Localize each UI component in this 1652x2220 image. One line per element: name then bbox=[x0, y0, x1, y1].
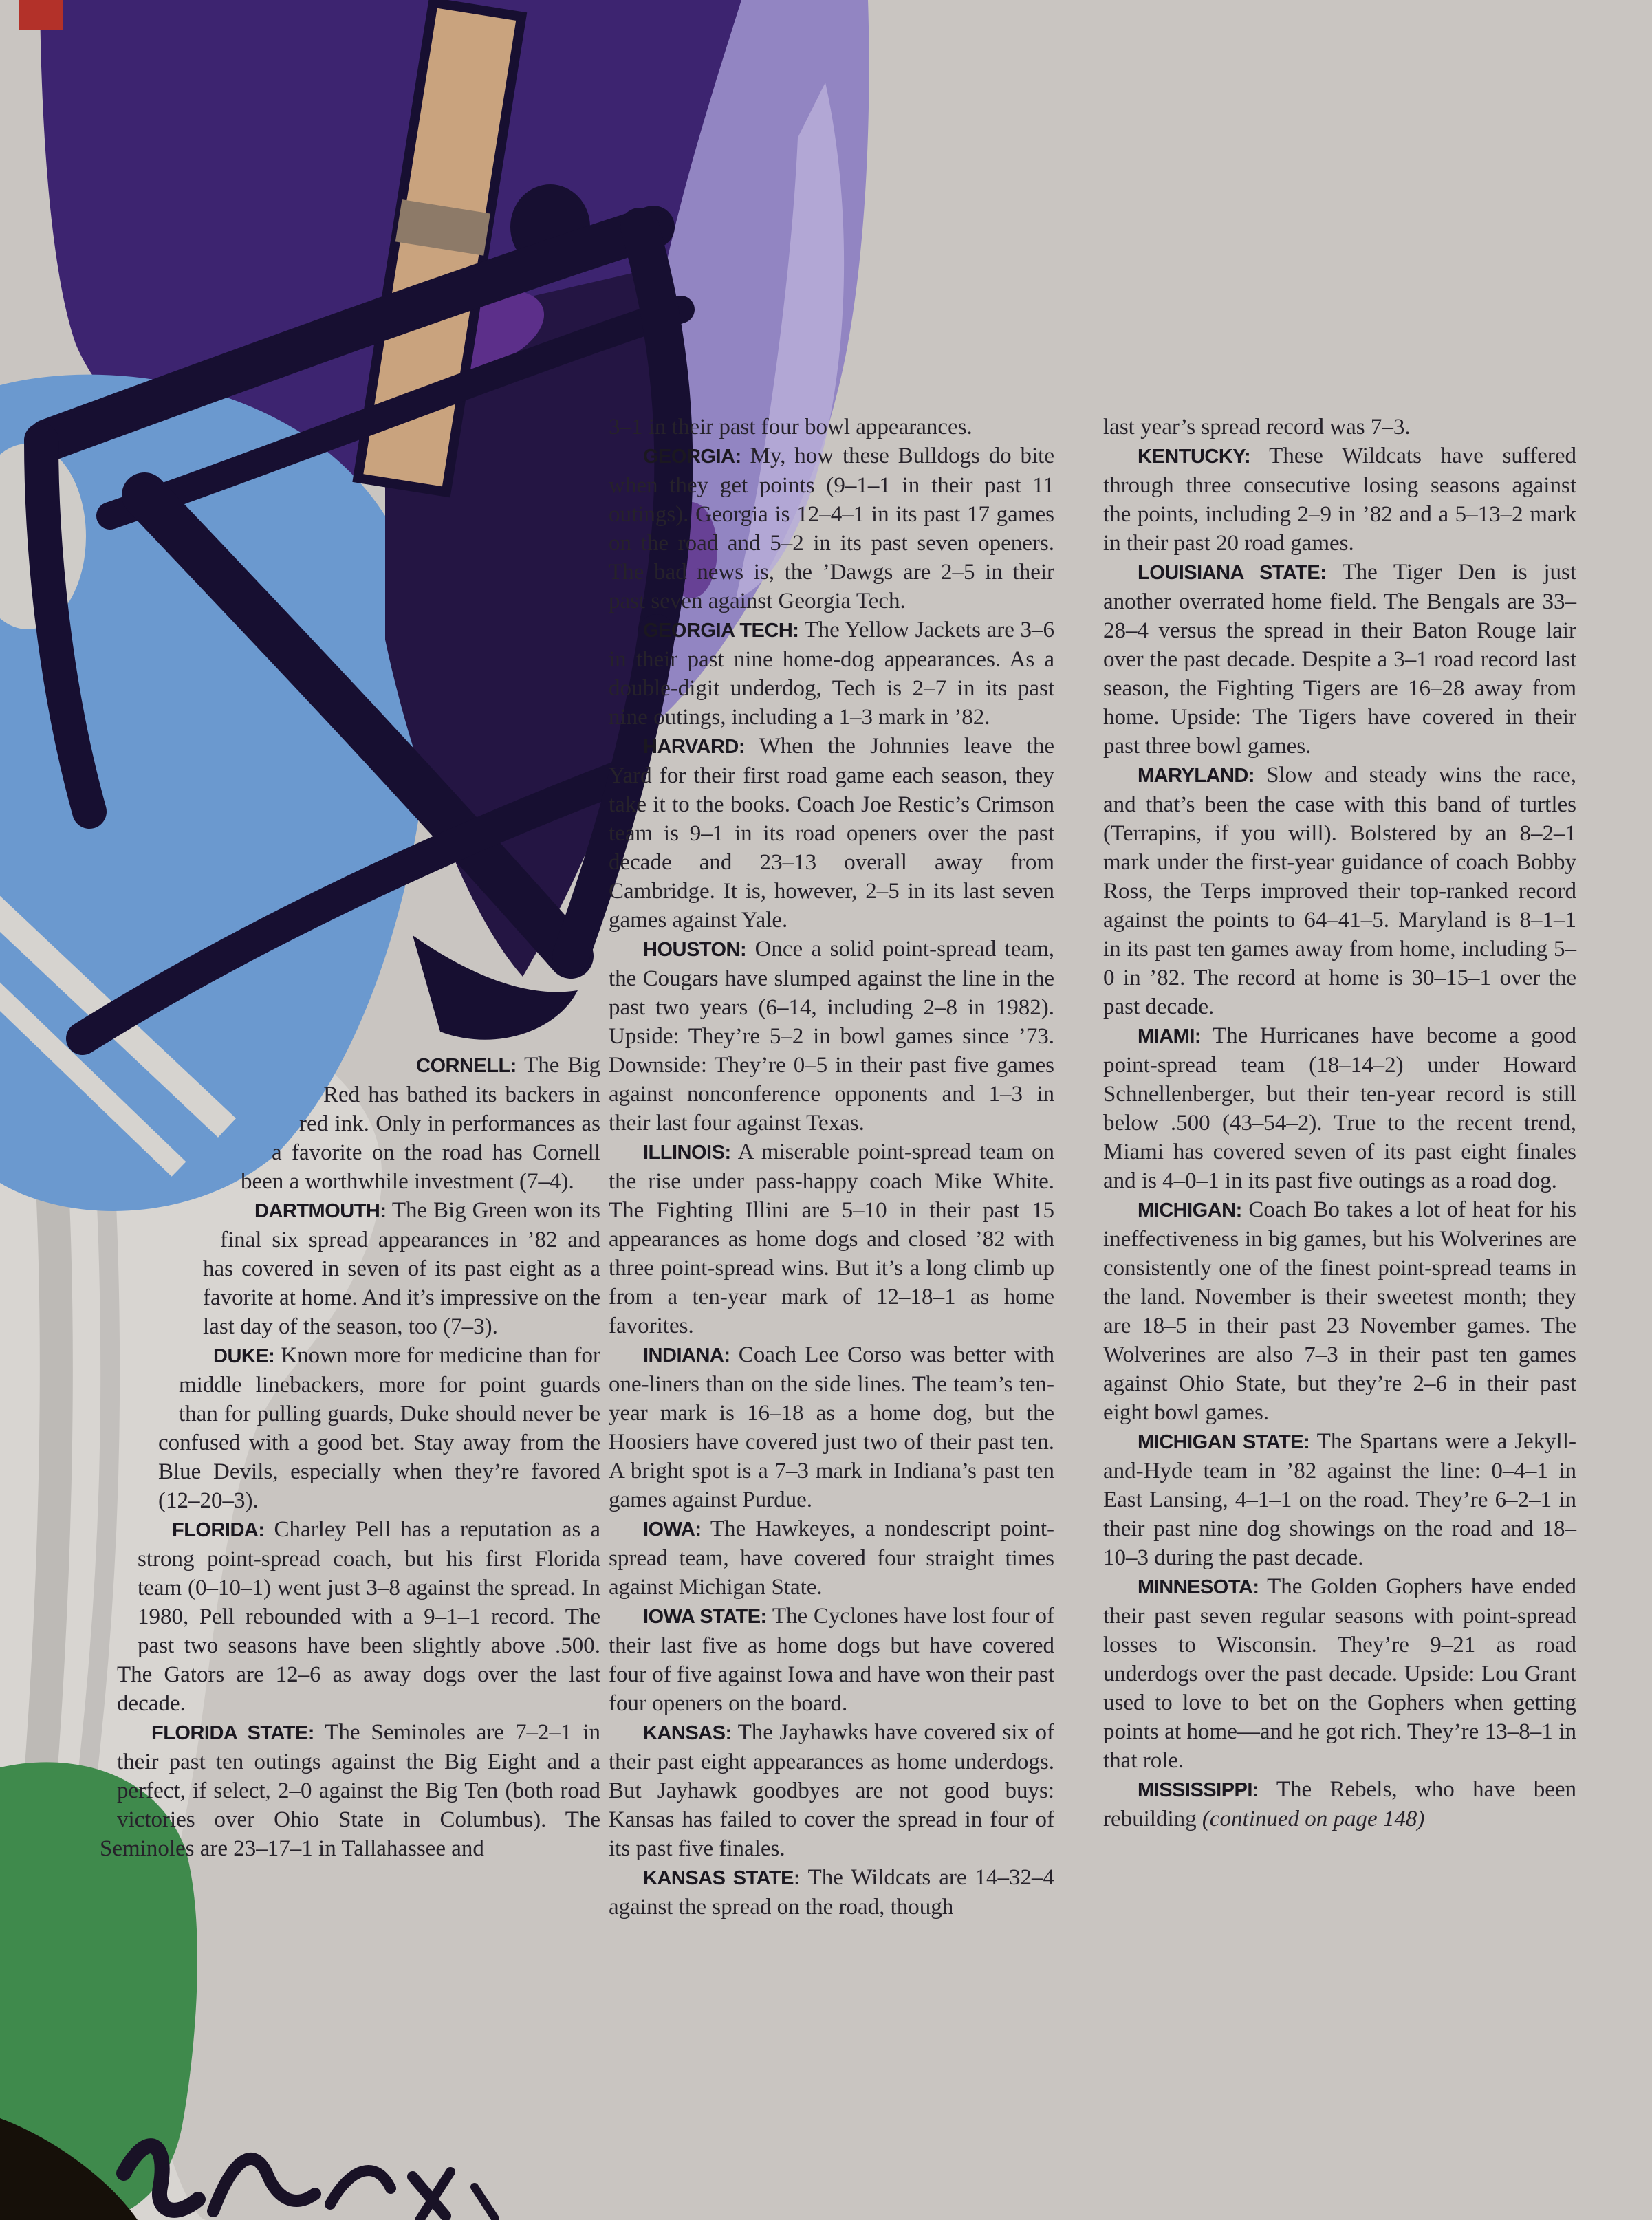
illustration-wrap-spacer bbox=[100, 1340, 179, 1426]
team-label: IOWA: bbox=[643, 1519, 702, 1541]
continuation-line: last year’s spread record was 7–3. bbox=[1103, 415, 1411, 439]
team-label: GEORGIA: bbox=[643, 446, 741, 468]
team-label: MIAMI: bbox=[1138, 1025, 1202, 1047]
paragraph-text: The Hurricanes have become a good point-spread team (18–14–2) under Howard Schnellenberger, but their ten-year record is still below .500 (43–54–2). True to the recent trend, Miami has covered seven of its past eight finales and is 4–0–1 in its past five outings as a road dog. bbox=[1103, 1023, 1577, 1193]
paragraph-text: The Spartans were a Jekyll-and-Hyde team in ’82 against the line: 0–4–1 in East Lansing, 4–1–1 on the road. They’re 6–2–1 in their past nine dog showings on the road and 18–10–3 during the past decade. bbox=[1103, 1429, 1577, 1570]
team-label: ILLINOIS: bbox=[643, 1142, 731, 1164]
illustration-wrap-spacer bbox=[100, 1253, 203, 1340]
paragraph-text: A miserable point-spread team on the rise under pass-happy coach Mike White. The Fighting Illini are 5–10 in their past 15 appearances as home dogs and closed ’82 with three point-spread wins. But it’s a long climb up from a ten-year mark of 12–18–1 as home favorites. bbox=[609, 1140, 1054, 1338]
team-paragraph-louisiana-state bbox=[1103, 558, 1576, 761]
illustration-wrap-spacer bbox=[100, 1051, 382, 1080]
team-paragraph-houston bbox=[609, 935, 1054, 1138]
team-label: KANSAS STATE: bbox=[643, 1867, 801, 1889]
team-label: MISSISSIPPI: bbox=[1138, 1779, 1259, 1801]
team-label: MICHIGAN: bbox=[1138, 1199, 1242, 1221]
team-paragraph-indiana bbox=[609, 1340, 1054, 1514]
illustration-wrap-spacer bbox=[100, 1426, 158, 1513]
team-label: FLORIDA STATE: bbox=[151, 1722, 314, 1744]
team-label: KENTUCKY: bbox=[1138, 446, 1251, 468]
team-label: FLORIDA: bbox=[172, 1519, 265, 1541]
team-paragraph-illinois bbox=[609, 1138, 1054, 1340]
team-label: GEORGIA TECH: bbox=[643, 620, 799, 642]
team-paragraph-miami bbox=[1103, 1021, 1576, 1195]
team-label: KANSAS: bbox=[643, 1722, 732, 1744]
paragraph-text: The Seminoles are 7–2–1 in their past ten outings against the Big Eight and a perfect, if select, 2–0 against the Big Ten (both road victories over Ohio State in Columbus). The Seminoles are 23–17–1 in Tallahassee and bbox=[100, 1720, 600, 1861]
paragraph-text: When the Johnnies leave the Yard for their first road game each season, they take it to the books. Coach Joe Restic’s Crimson team is 9–1 in its road openers over the past decade and 23–13 overall away from Cambridge. It is, however, 2–5 in its last seven games against Yale. bbox=[609, 734, 1054, 933]
paragraph-text: These Wildcats have suffered through three consecutive losing seasons against the points, including 2–9 in ’82 and a 5–13–2 mark in their past 20 road games. bbox=[1103, 444, 1576, 556]
continuation-line: 3–1 in their past four bowl appearances. bbox=[609, 415, 972, 439]
paragraph-text: My, how these Bulldogs do bite when they get points (9–1–1 in their past 11 outings). Georgia is 12–4–1 in its past 17 games on the road and 5–2 in its past seven openers. The bad news is, the ’Dawgs are 2–5 in their past seven against Georgia Tech. bbox=[609, 444, 1055, 613]
team-label: CORNELL: bbox=[416, 1055, 517, 1077]
team-paragraph-georgia bbox=[609, 442, 1054, 616]
paragraph-text: The Wildcats are 14–32–4 against the spread on the road, though bbox=[609, 1865, 1054, 1919]
red-corner-mark bbox=[19, 0, 63, 30]
paragraph-text: Coach Bo takes a lot of heat for his ineffectiveness in big games, but his Wolverines are consistently one of the finest point-spread teams in the land. November is their sweetest month; they are 18–5 in their past 23 November games. The Wolverines are also 7–3 in their past ten games against Ohio State, but they’re 2–6 in their past eight bowl games. bbox=[1103, 1197, 1577, 1425]
team-paragraph-kentucky bbox=[1103, 442, 1576, 558]
team-label: IOWA STATE: bbox=[643, 1606, 767, 1628]
paragraph-text: Once a solid point-spread team, the Cougars have slumped against the line in the past two years (6–14, including 2–8 in 1982). Upside: They’re 5–2 in bowl games since ’73. Downside: They’re 0–5 in their past five games against nonconference opponents and 1–3 in their last four against Texas. bbox=[609, 937, 1054, 1135]
team-paragraph-mississippi bbox=[1103, 1775, 1576, 1833]
illustration-wrap-spacer bbox=[100, 1195, 220, 1253]
team-label: DARTMOUTH: bbox=[254, 1200, 387, 1222]
paragraph-text: The Hawkeyes, a nondescript point-spread team, have covered four straight times against Michigan State. bbox=[609, 1516, 1055, 1600]
team-paragraph-iowa bbox=[609, 1514, 1054, 1602]
column-right bbox=[1103, 413, 1576, 1833]
team-paragraph-maryland bbox=[1103, 761, 1576, 1021]
illustration-wrap-spacer bbox=[100, 1166, 241, 1195]
team-label: MARYLAND: bbox=[1138, 765, 1255, 787]
team-label: HOUSTON: bbox=[643, 939, 747, 961]
paragraph-text: The Big Red has bathed its backers in red ink. Only in performances as a favorite on the road has Cornell been a worthwhile investment (7–4). bbox=[241, 1053, 600, 1194]
column-middle bbox=[609, 413, 1054, 1922]
paragraph-text: The Tiger Den is just another overrated home field. The Bengals are 33–28–4 versus the spread in their Baton Rouge lair over the past decade. Despite a 3–1 road record last season, the Fighting Tigers are 16–28 away from home. Upside: The Tigers have covered in their past three bowl games. bbox=[1103, 560, 1577, 759]
column-left bbox=[100, 1051, 600, 1863]
illustration-wrap-spacer bbox=[100, 1080, 323, 1109]
paragraph-text: Known more for medicine than for middle linebackers, more for point guards than for pulling guards, Duke should never be confused with a good bet. Stay away from the Blue Devils, especially when they’re favored (12–20–3). bbox=[158, 1343, 601, 1513]
team-paragraph-harvard bbox=[609, 732, 1054, 935]
team-paragraph-michigan bbox=[1103, 1195, 1576, 1427]
team-paragraph-michigan-state bbox=[1103, 1427, 1576, 1572]
team-label: MICHIGAN STATE: bbox=[1138, 1431, 1310, 1453]
paragraph-text: The Rebels, who have been rebuilding bbox=[1103, 1777, 1576, 1831]
team-label: DUKE: bbox=[213, 1345, 275, 1367]
team-label: MINNESOTA: bbox=[1138, 1576, 1259, 1598]
paragraph-text: Charley Pell has a reputation as a strong point-spread coach, but his first Florida team (0–10–1) went just 3–8 against the spread. In 1980, Pell rebounded with a 9–1–1 record. The past two seasons have been slightly above .500. The Gators are 12–6 as away dogs over the last decade. bbox=[117, 1517, 600, 1716]
paragraph-text: The Cyclones have lost four of their last five as home dogs but have covered four of five against Iowa and have won their past four openers on the board. bbox=[609, 1604, 1054, 1716]
team-label: LOUISIANA STATE: bbox=[1138, 562, 1327, 584]
paragraph-text: Coach Lee Corso was better with one-liners than on the side lines. The team’s ten-year mark is 16–18 as a home dog, but the Hoosiers have covered just two of their past ten. A bright spot is a 7–3 mark in Indiana’s past ten games against Purdue. bbox=[609, 1342, 1054, 1512]
illustration-wrap-spacer bbox=[100, 1657, 117, 1831]
illustration-wrap-spacer bbox=[100, 1138, 272, 1166]
paragraph-text: The Golden Gophers have ended their past seven regular seasons with point-spread losses to Wisconsin. They’re 9–21 as road underdogs over the past decade. Upside: Lou Grant used to love to bet on the Gophers when getting points at home—and he got rich. They’re 13–8–1 in that role. bbox=[1103, 1574, 1577, 1773]
paragraph-text: The Jayhawks have covered six of their past eight appearances as home underdogs. But Jayhawk goodbyes are not good buys: Kansas has failed to cover the spread in four of its past five finales. bbox=[609, 1720, 1055, 1861]
team-paragraph-minnesota bbox=[1103, 1572, 1576, 1775]
team-paragraph-iowa-state bbox=[609, 1602, 1054, 1718]
team-paragraph-florida-state bbox=[100, 1718, 600, 1863]
paragraph-text: The Yellow Jackets are 3–6 in their past nine home-dog appearances. As a double-digit underdog, Tech is 2–7 in its past nine outings, including a 1–3 mark in ’82. bbox=[609, 618, 1054, 730]
paragraph-text: Slow and steady wins the race, and that’s been the case with this band of turtles (Terrapins, if you will). Bolstered by an 8–2–1 mark under the first-year guidance of coach Bobby Ross, the Terps improved their top-ranked record against the points to 64–41–5. Maryland is 8–1–1 in its past ten games away from home, including 5–0 in ’82. The record at home is 30–15–1 over the past decade. bbox=[1103, 763, 1576, 1019]
team-label: INDIANA: bbox=[643, 1345, 730, 1367]
team-paragraph-georgia-tech bbox=[609, 616, 1054, 732]
illustration-wrap-spacer bbox=[100, 1109, 299, 1138]
paragraph-text: The Big Green won its final six spread appearances in ’82 and has covered in seven of its past eight as a favorite at home. And it’s impressive on the last day of the season, too (7–3). bbox=[203, 1198, 601, 1339]
team-paragraph-kansas-state bbox=[609, 1863, 1054, 1922]
team-label: HARVARD: bbox=[643, 736, 745, 758]
team-paragraph-florida bbox=[100, 1515, 600, 1718]
continued-note: (continued on page 148) bbox=[1202, 1807, 1425, 1831]
team-paragraph-kansas bbox=[609, 1718, 1054, 1863]
illustration-wrap-spacer bbox=[100, 1513, 138, 1657]
